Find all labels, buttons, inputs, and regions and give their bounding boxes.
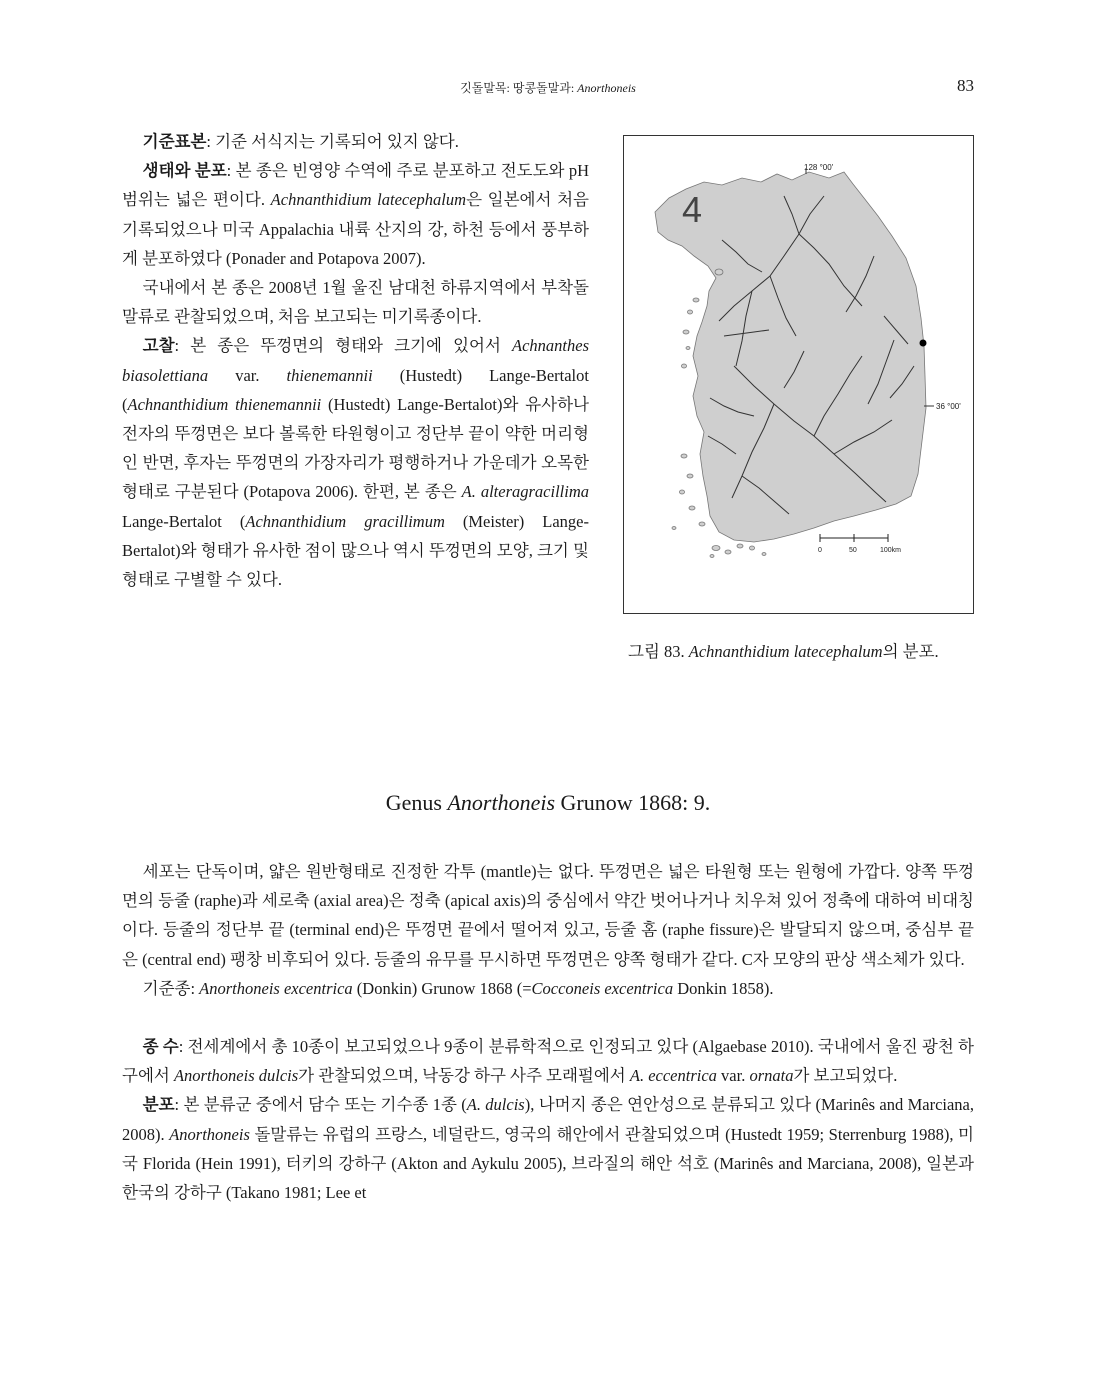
korea-map-svg — [624, 136, 973, 613]
type-species-paragraph: 기준종: Anorthoneis excentrica (Donkin) Grunow 1868 (=Cocconeis excentrica Donkin 1858). — [142, 978, 774, 998]
distribution-paragraph: 분포: 본 분류군 중에서 담수 또는 기수종 1종 (A. dulcis), 나머지 종은 연안성으로 분류되고 있다 (Marinês and Marciana, 2008). Anorthoneis 돌말류는 유럽의 프랑스, 네덜란드, 영국의 해안에서 관찰되었으며 (Hustedt 1959; Sterrenburg 1988), 미국 Florida (Hein 1991), 터키의 강하구 (Akton and Aykulu 2005), 브라질의 해안 석호 (Marinês and Marciana, 2008), 일본과 한국의 강하구 (Takano 1981; Lee et — [122, 1095, 974, 1203]
sampling-site-marker — [920, 340, 927, 347]
distribution-map — [623, 135, 974, 614]
paragraph-gap — [122, 1003, 974, 1032]
type-specimen-paragraph: 기준표본: 기준 서식지는 기록되어 있지 않다. — [142, 132, 459, 151]
scale-label-100: 100km — [880, 547, 902, 554]
running-title: 깃돌말목: 땅콩돌말과: Anorthoneis — [460, 81, 636, 95]
scale-label-50: 50 — [849, 547, 857, 554]
scale-label-0: 0 — [818, 547, 822, 554]
species-count-paragraph: 종 수: 전세계에서 총 10종이 보고되었으나 9종이 분류학적으로 인정되고 있다 (Algaebase 2010). 국내에서 울진 광천 하구에서 Anorthoneis dulcis가 관찰되었으며, 낙동강 하구 사주 모래펄에서 A. eccentrica var. ornata가 보고되었다. — [122, 1037, 974, 1086]
ecology-paragraph: 생태와 분포: 본 종은 빈영양 수역에 주로 분포하고 전도도와 pH 범위는 넓은 편이다. Achnanthidium latecephalum은 일본에서 처음 기록되었으나 미국 Appalachia 내륙 산지의 강, 하천 등에서 풍부하게 분포하였다 (Ponader and Potapova 2007). — [122, 161, 589, 268]
latitude-label: 36 °00' — [936, 402, 961, 411]
remarks-paragraph: 고찰: 본 종은 뚜껑면의 형태와 크기에 있어서 Achnanthes biasolettiana var. thienemannii (Hustedt) Lange-Bertalot (Achnanthidium thienemannii (Hustedt) Lange-Bertalot)와 유사하나 전자의 뚜껑면은 보다 볼록한 타원형이고 정단부 끝이 약한 머리형인 반면, 후자는 뚜껑면의 가장자리가 평행하거나 가운데가 오목한 형태로 구분된다 (Potapova 2006). 한편, 본 종은 A. alteragracillima Lange-Bertalot (Achnanthidium gracillimum (Meister) Lange-Bertalot)와 형태가 유사한 점이 많으나 역시 뚜껑면의 모양, 크기 및 형태로 구별할 수 있다. — [122, 336, 589, 590]
page-number: 83 — [957, 76, 974, 95]
figure-caption: 그림 83. Achnanthidium latecephalum의 분포. — [628, 642, 939, 661]
genus-heading: Genus Anorthoneis Grunow 1868: 9. — [385, 790, 711, 815]
domestic-record-paragraph: 국내에서 본 종은 2008년 1월 울진 남대천 하류지역에서 부착돌말류로 관찰되었으며, 처음 보고되는 미기록종이다. — [122, 278, 589, 327]
page-header — [122, 76, 974, 98]
panel-number: 4 — [682, 189, 703, 230]
left-column-text — [122, 127, 589, 594]
cell-description-paragraph: 세포는 단독이며, 얇은 원반형태로 진정한 각투 (mantle)는 없다. 뚜껑면은 넓은 타원형 또는 원형에 가깝다. 양쪽 뚜껑면의 등줄 (raphe)과 세로축 (axial area)은 정축 (apical axis)의 중심에서 약간 벗어나거나 치우쳐 있어 정축에 대하여 비대칭이다. 등줄의 정단부 끝 (terminal end)은 뚜껑면 끝에서 떨어져 있고, 등줄 홈 (raphe fissure)은 발달되지 않으며, 중심부 끝은 (central end) 팽창 비후되어 있다. 등줄의 유무를 무시하면 뚜껑면은 양쪽 형태가 같다. C자 모양의 판상 색소체가 있다. — [122, 862, 974, 969]
longitude-label: 128 °00' — [804, 163, 834, 172]
scale-bar — [820, 534, 888, 542]
genus-description — [122, 857, 974, 1207]
